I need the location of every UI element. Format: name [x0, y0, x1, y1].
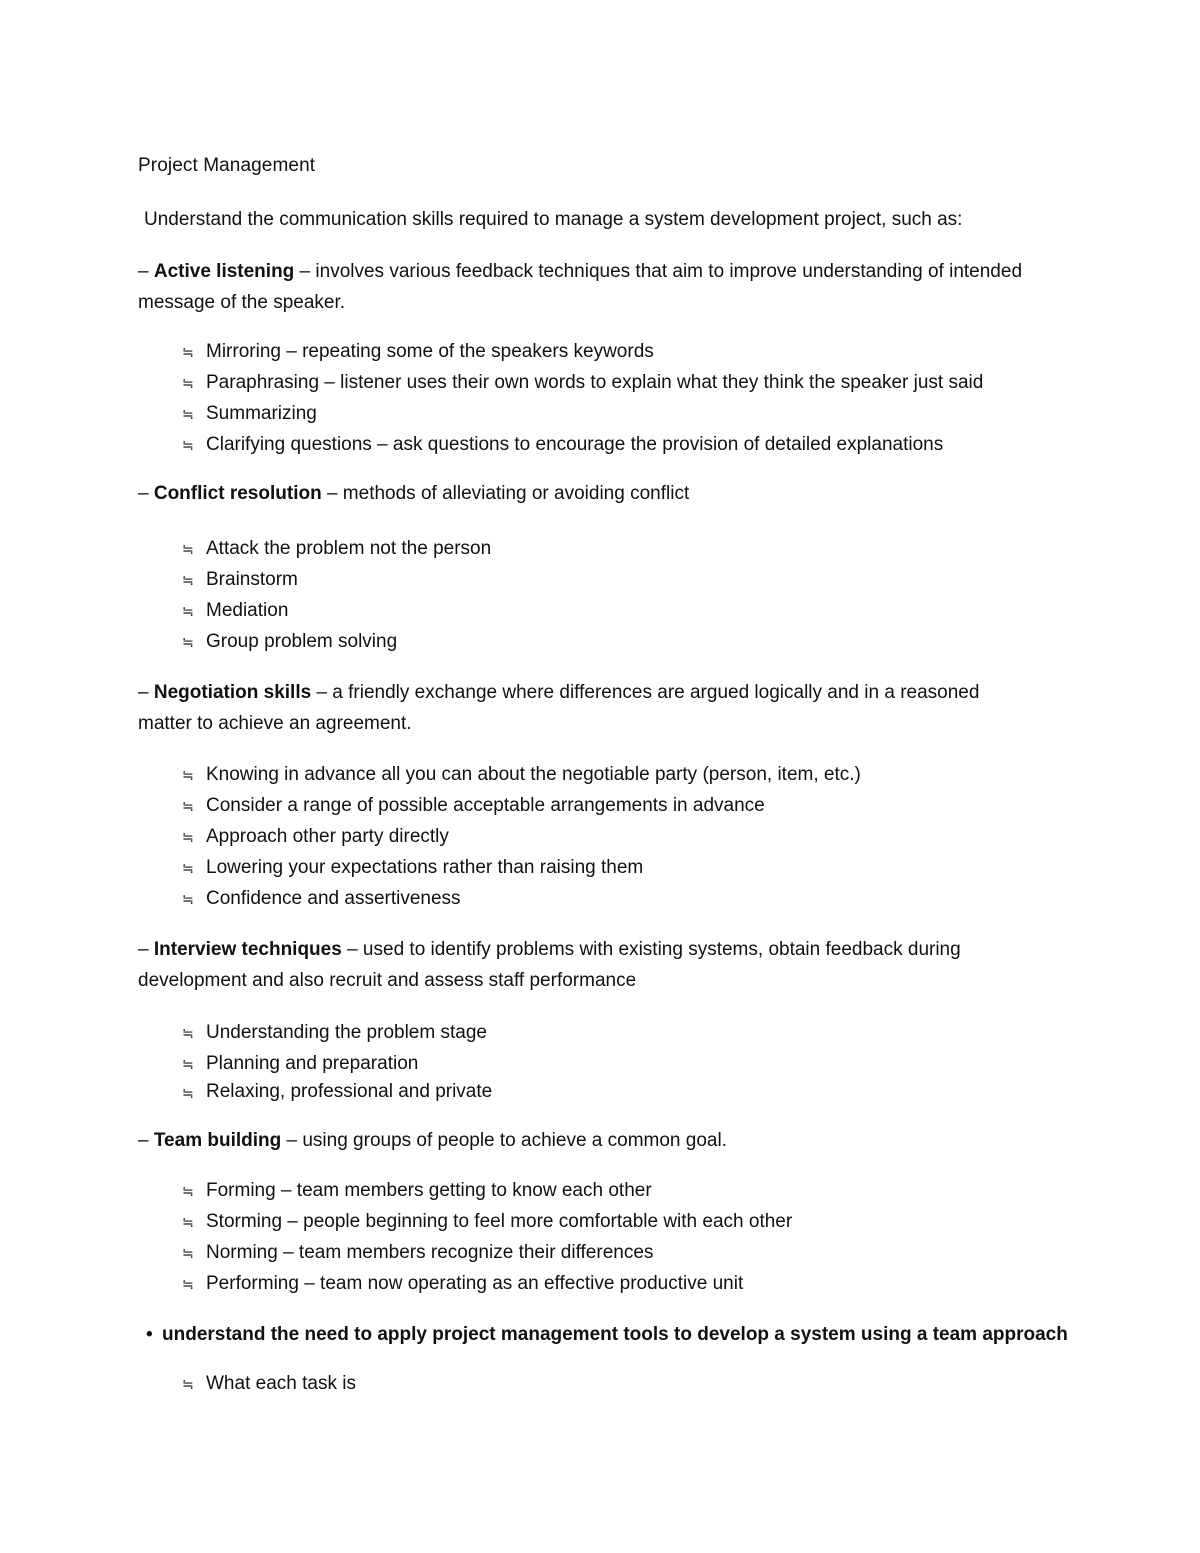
list-item: ≒ Approach other party directly	[182, 821, 861, 852]
section-heading-conflict-resolution	[138, 478, 1038, 509]
list-item: ≒ Paraphrasing – listener uses their own words to explain what they think the speaker just said	[182, 367, 983, 398]
section-heading-interview-techniques	[138, 934, 1008, 996]
list-marker-icon: ≒	[182, 1183, 194, 1199]
conflict-resolution-list	[182, 533, 491, 657]
list-item: ≒ What each task is	[182, 1368, 356, 1399]
list-marker-icon: ≒	[182, 437, 194, 453]
bullet-sub-list	[182, 1368, 356, 1399]
list-marker-icon: ≒	[182, 767, 194, 783]
list-item: ≒ Lowering your expectations rather than raising them	[182, 852, 861, 883]
dash-mark: –	[138, 261, 149, 282]
section-heading-team-building	[138, 1125, 1038, 1156]
section-title: Team building	[153, 1130, 282, 1151]
list-marker-icon: ≒	[182, 572, 194, 588]
list-marker-icon: ≒	[182, 829, 194, 845]
list-item: ≒ Mediation	[182, 595, 491, 626]
section-description: – methods of alleviating or avoiding conflict	[321, 483, 690, 504]
list-marker-icon: ≒	[182, 375, 194, 391]
section-description: – using groups of people to achieve a common goal.	[281, 1130, 727, 1151]
section-title: Active listening	[153, 261, 295, 282]
list-item: ≒ Summarizing	[182, 398, 983, 429]
list-marker-icon: ≒	[182, 891, 194, 907]
list-item: ≒ Consider a range of possible acceptable arrangements in advance	[182, 790, 861, 821]
list-item: ≒ Confidence and assertiveness	[182, 883, 861, 914]
document-title: Project Management	[138, 155, 316, 176]
list-marker-icon: ≒	[182, 541, 194, 557]
active-listening-list	[182, 336, 983, 460]
list-marker-icon: ≒	[182, 1056, 194, 1072]
negotiation-skills-list	[182, 759, 861, 914]
dash-mark: –	[138, 682, 149, 703]
list-item: ≒ Planning and preparation	[182, 1048, 492, 1079]
list-marker-icon: ≒	[182, 1025, 194, 1041]
list-marker-icon: ≒	[182, 1085, 194, 1101]
list-item: ≒ Group problem solving	[182, 626, 491, 657]
list-item: ≒ Clarifying questions – ask questions to encourage the provision of detailed explanations	[182, 429, 983, 460]
list-item: ≒ Mirroring – repeating some of the speakers keywords	[182, 336, 983, 367]
section-title: Conflict resolution	[153, 483, 322, 504]
section-heading-negotiation-skills	[138, 677, 1018, 739]
bullet-icon: •	[146, 1324, 153, 1345]
dash-mark: –	[138, 1130, 149, 1151]
list-marker-icon: ≒	[182, 1276, 194, 1292]
section-description: – involves various feedback techniques that aim to improve understanding of intended message of the speaker.	[138, 261, 1023, 313]
list-marker-icon: ≒	[182, 344, 194, 360]
section-description: – a friendly exchange where differences are argued logically and in a reasoned matter to achieve an agreement.	[138, 682, 980, 734]
list-marker-icon: ≒	[182, 860, 194, 876]
section-heading-active-listening	[138, 256, 1038, 318]
list-marker-icon: ≒	[182, 1376, 194, 1392]
section-title: Negotiation skills	[153, 682, 312, 703]
team-building-list	[182, 1175, 792, 1299]
dash-mark: –	[138, 483, 149, 504]
dash-mark: –	[138, 939, 149, 960]
list-marker-icon: ≒	[182, 798, 194, 814]
bullet-heading: • understand the need to apply project management tools to develop a system using a team approach	[146, 1321, 1068, 1348]
list-item: ≒ Forming – team members getting to know each other	[182, 1175, 792, 1206]
list-marker-icon: ≒	[182, 406, 194, 422]
list-item: ≒ Attack the problem not the person	[182, 533, 491, 564]
list-item: ≒ Performing – team now operating as an effective productive unit	[182, 1268, 792, 1299]
section-description: – used to identify problems with existing systems, obtain feedback during development and also recruit and assess staff performance	[138, 939, 961, 991]
list-item: ≒ Relaxing, professional and private	[182, 1079, 492, 1105]
list-item: ≒ Storming – people beginning to feel more comfortable with each other	[182, 1206, 792, 1237]
list-marker-icon: ≒	[182, 634, 194, 650]
list-item: ≒ Knowing in advance all you can about the negotiable party (person, item, etc.)	[182, 759, 861, 790]
interview-techniques-list	[182, 1017, 492, 1105]
list-marker-icon: ≒	[182, 1245, 194, 1261]
list-item: ≒ Norming – team members recognize their differences	[182, 1237, 792, 1268]
list-marker-icon: ≒	[182, 603, 194, 619]
list-marker-icon: ≒	[182, 1214, 194, 1230]
intro-paragraph: Understand the communication skills required to manage a system development project, such as:	[144, 209, 963, 230]
list-item: ≒ Understanding the problem stage	[182, 1017, 492, 1048]
list-item: ≒ Brainstorm	[182, 564, 491, 595]
section-title: Interview techniques	[153, 939, 342, 960]
